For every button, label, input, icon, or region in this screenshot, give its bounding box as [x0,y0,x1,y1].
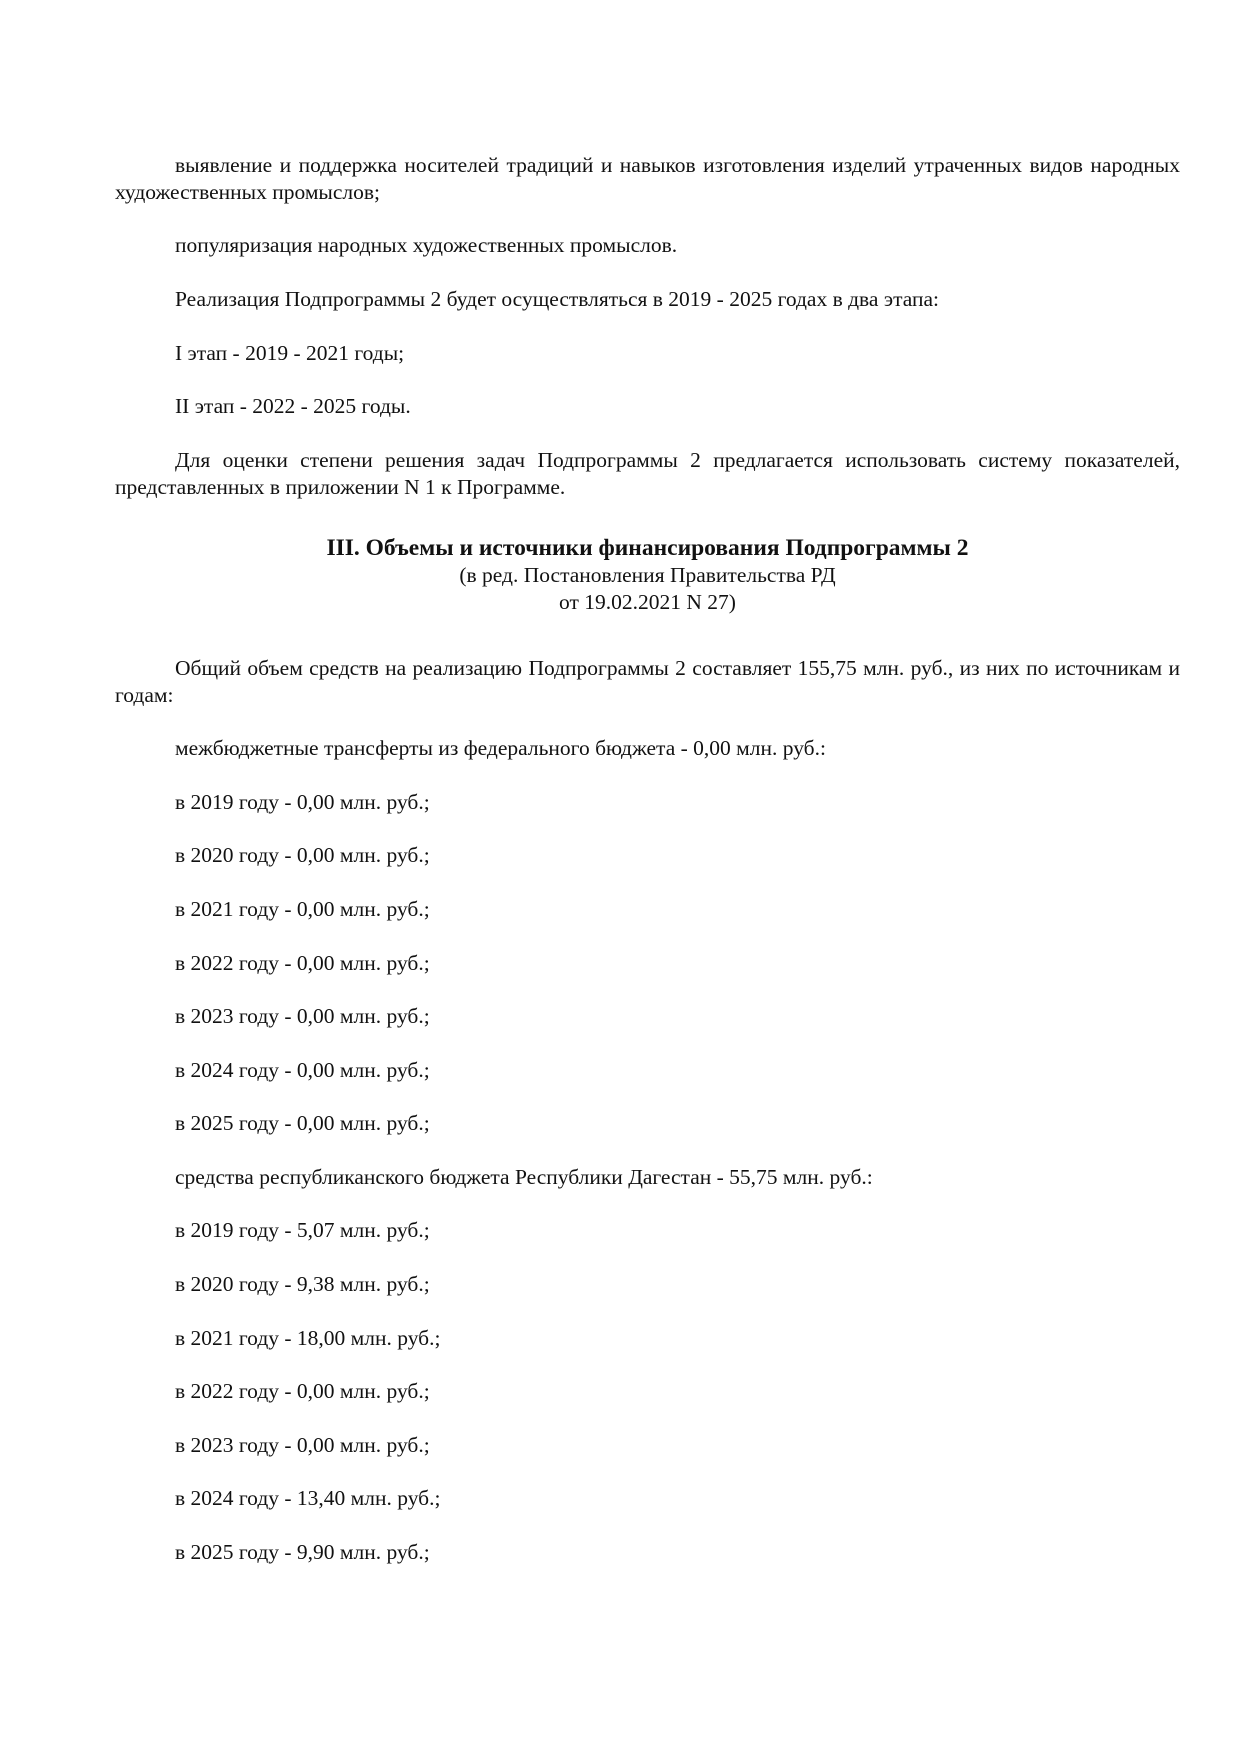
document-page [115,152,1180,1593]
funding-year-item: в 2022 году - 0,00 млн. руб.; [175,1379,430,1404]
paragraph: выявление и поддержка носителей традиций и навыков изготовления изделий утраченных видов народных художественных промыслов; [115,153,1180,204]
funding-year-item: в 2023 году - 0,00 млн. руб.; [175,1432,430,1457]
funding-year-item: в 2019 году - 0,00 млн. руб.; [175,789,430,814]
amendment-note-line2: от 19.02.2021 N 27) [559,589,736,614]
funding-year-item: в 2021 году - 18,00 млн. руб.; [175,1325,441,1350]
funding-source: средства республиканского бюджета Республики Дагестан - 55,75 млн. руб.: [175,1164,873,1189]
paragraph: популяризация народных художественных промыслов. [175,233,678,258]
funding-year-item: в 2025 году - 0,00 млн. руб.; [175,1111,430,1136]
paragraph: Для оценки степени решения задач Подпрограммы 2 предлагается использовать систему показателей, представленных в приложении N 1 к Программе. [115,447,1180,499]
paragraph: Реализация Подпрограммы 2 будет осуществляться в 2019 - 2025 годах в два этапа: [175,286,940,311]
section-heading [115,535,1180,615]
funding-year-item: в 2024 году - 13,40 млн. руб.; [175,1486,441,1511]
funding-year-item: в 2023 году - 0,00 млн. руб.; [175,1004,430,1029]
funding-year-item: в 2020 году - 9,38 млн. руб.; [175,1272,430,1297]
amendment-note-line1: (в ред. Постановления Правительства РД [459,563,836,588]
funding-year-item: в 2019 году - 5,07 млн. руб.; [175,1218,430,1243]
funding-year-item: в 2022 году - 0,00 млн. руб.; [175,950,430,975]
section-title: III. Объемы и источники финансирования Подпрограммы 2 [326,535,969,562]
paragraph: Общий объем средств на реализацию Подпрограммы 2 составляет 155,75 млн. руб., из них по источникам и годам: [115,655,1180,707]
paragraph: II этап - 2022 - 2025 годы. [175,394,411,419]
funding-year-item: в 2025 году - 9,90 млн. руб.; [175,1540,430,1565]
funding-year-item: в 2021 году - 0,00 млн. руб.; [175,896,430,921]
funding-year-item: в 2020 году - 0,00 млн. руб.; [175,843,430,868]
funding-source: межбюджетные трансферты из федерального бюджета - 0,00 млн. руб.: [175,736,826,761]
paragraph: I этап - 2019 - 2021 годы; [175,340,405,365]
funding-year-item: в 2024 году - 0,00 млн. руб.; [175,1057,430,1082]
